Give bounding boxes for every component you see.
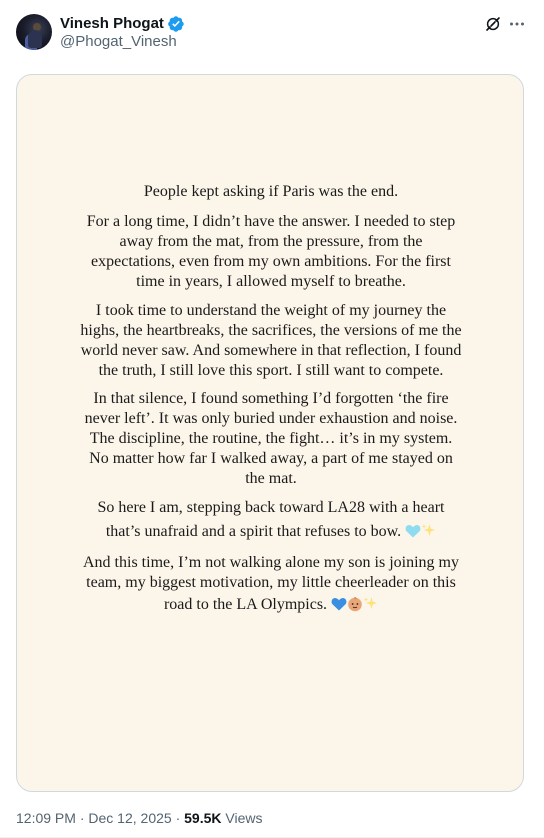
letter-line: world never saw. And somewhere in that reflection, I found <box>80 342 462 359</box>
letter-line: team, my biggest motivation, my little cheerleader on this <box>86 574 456 591</box>
views-label: Views <box>225 810 263 826</box>
letter-paragraph-1 <box>57 182 485 202</box>
post-time[interactable]: 12:09 PM <box>16 810 76 826</box>
more-options-icon[interactable] <box>507 14 527 34</box>
letter-line: So here I am, stepping back toward LA28 with a heart <box>97 499 445 516</box>
letter-line-with-emoji <box>57 595 485 615</box>
letter-paragraph-3 <box>57 301 485 381</box>
letter-line: road to the LA Olympics. <box>163 596 328 613</box>
letter-paragraph-2 <box>57 212 485 292</box>
letter-paragraph-4 <box>57 389 485 489</box>
light-blue-heart-emoji <box>405 524 421 538</box>
letter-line: I took time to understand the weight of my journey the <box>95 302 447 319</box>
tweet-meta <box>16 809 262 827</box>
letter-line: away from the mat, from the pressure, from the <box>119 233 423 250</box>
verified-badge-icon[interactable] <box>167 15 185 33</box>
author-handle[interactable]: @Phogat_Vinesh <box>60 33 177 50</box>
avatar[interactable] <box>16 14 52 50</box>
letter-line: never left’. It was only buried under exhaustion and noise. <box>84 410 458 427</box>
letter-line: expectations, even from my own ambitions. For the first <box>91 253 451 270</box>
baby-emoji <box>347 596 363 612</box>
letter-line: time in years, I allowed myself to breathe. <box>136 273 406 290</box>
letter-line: The discipline, the routine, the fight… it’s in my system. <box>89 430 453 447</box>
author-name-row <box>60 14 185 34</box>
media-image-card[interactable] <box>16 74 524 792</box>
avatar-figure <box>28 30 42 48</box>
meta-separator: · <box>175 810 181 826</box>
views-count: 59.5K <box>184 810 222 826</box>
letter-paragraph-5 <box>57 498 485 542</box>
letter-line: highs, the heartbreaks, the sacrifices, the versions of me the <box>80 322 462 339</box>
letter-line: People kept asking if Paris was the end. <box>143 183 399 200</box>
blue-heart-emoji <box>331 597 347 611</box>
grok-icon[interactable] <box>484 15 502 33</box>
letter-line: the mat. <box>245 470 297 487</box>
meta-separator: · <box>79 810 85 826</box>
letter-line: the truth, I still love this sport. I still want to compete. <box>98 362 444 379</box>
author-display-name[interactable]: Vinesh Phogat <box>60 15 164 32</box>
letter-line: that’s unafraid and a spirit that refuses to bow. <box>105 523 402 540</box>
letter-line: And this time, I’m not walking alone my son is joining my <box>83 554 459 571</box>
letter-line: No matter how far I walked away, a part of me stayed on <box>89 450 453 467</box>
letter-line: In that silence, I found something I’d forgotten ‘the fire <box>93 390 449 407</box>
sparkles-emoji <box>363 596 378 611</box>
letter-line-with-emoji <box>57 522 485 542</box>
post-date[interactable]: Dec 12, 2025 <box>88 810 172 826</box>
sparkles-emoji <box>421 523 436 538</box>
letter-line: For a long time, I didn’t have the answer. I needed to step <box>86 213 456 230</box>
letter-paragraph-6 <box>57 553 485 615</box>
